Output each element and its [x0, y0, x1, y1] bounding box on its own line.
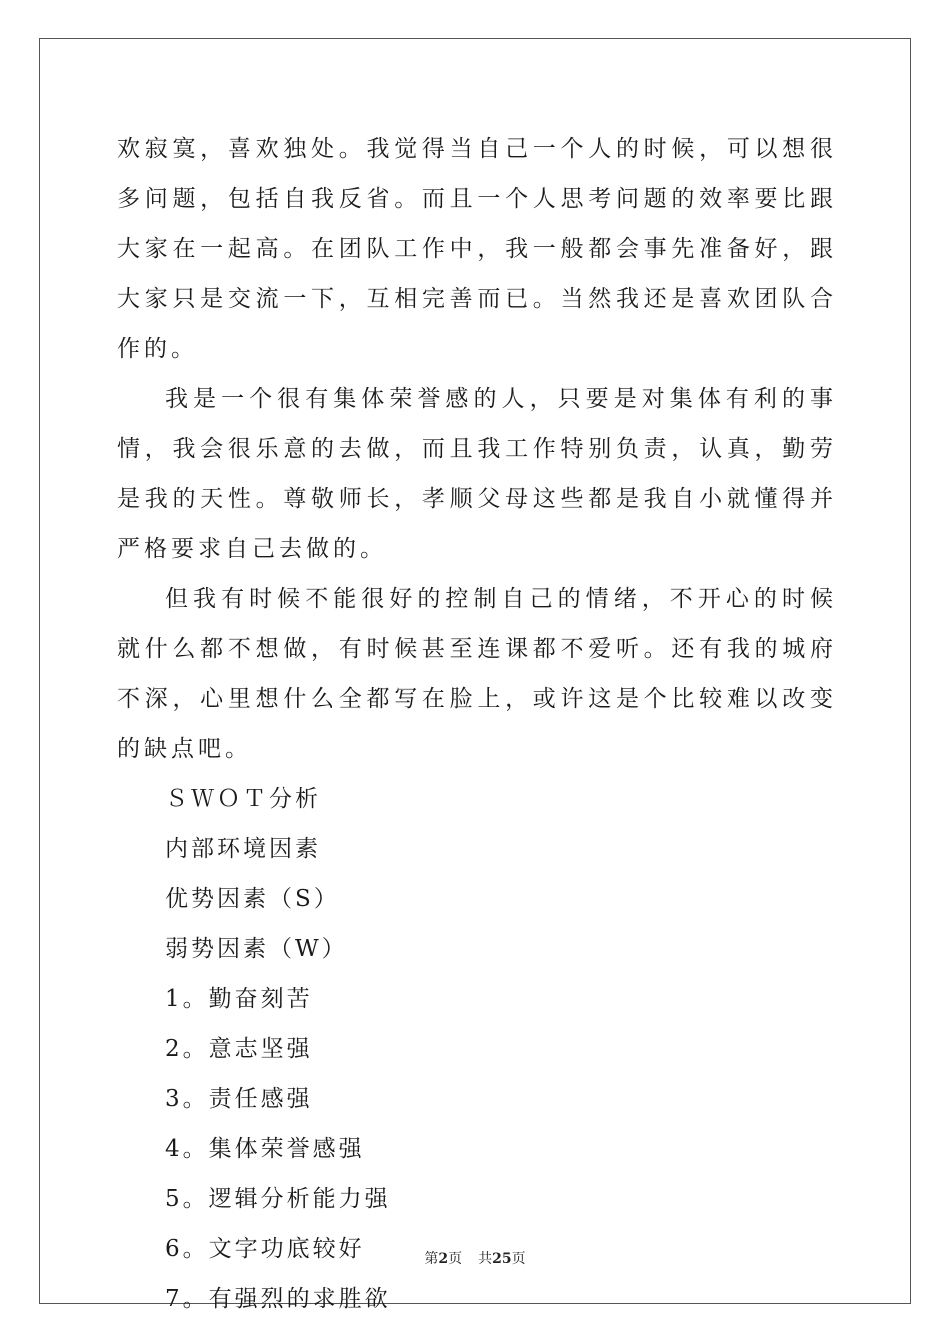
- total-suffix: 页: [511, 1251, 526, 1267]
- strengths-heading: 优势因素（S）: [165, 886, 340, 912]
- internal-factors-heading: 内部环境因素: [165, 836, 321, 862]
- list-item: 1。勤奋刻苦: [165, 986, 313, 1012]
- page-footer: [0, 1248, 950, 1268]
- total-prefix: 共: [478, 1251, 493, 1267]
- weaknesses-heading: 弱势因素（W）: [165, 936, 348, 962]
- list-item: 6。文字功底较好: [165, 1236, 365, 1262]
- document-body: [117, 124, 837, 1324]
- list-item: 7。有强烈的求胜欲: [165, 1286, 391, 1312]
- page-prefix: 第: [424, 1251, 439, 1267]
- list-item: 4。集体荣誉感强: [165, 1136, 365, 1162]
- page-suffix: 页: [448, 1251, 463, 1267]
- swot-heading: ＳＷＯＴ分析: [165, 786, 321, 812]
- total-pages: 25: [492, 1251, 512, 1267]
- paragraph-1: 欢寂寞，喜欢独处。我觉得当自己一个人的时候，可以想很多问题，包括自我反省。而且一个人思考问题的效率要比跟大家在一起高。在团队工作中，我一般都会事先准备好，跟大家只是交流一下，互相完善而已。当然我还是喜欢团队合作的。: [117, 136, 837, 362]
- list-item: 5。逻辑分析能力强: [165, 1186, 391, 1212]
- list-item: 2。意志坚强: [165, 1036, 313, 1062]
- paragraph-2: 我是一个很有集体荣誉感的人，只要是对集体有利的事情，我会很乐意的去做，而且我工作特别负责，认真，勤劳是我的天性。尊敬师长，孝顺父母这些都是我自小就懂得并严格要求自己去做的。: [117, 386, 837, 562]
- paragraph-3: 但我有时候不能很好的控制自己的情绪，不开心的时候就什么都不想做，有时候甚至连课都不爱听。还有我的城府不深，心里想什么全都写在脸上，或许这是个比较难以改变的缺点吧。: [117, 586, 837, 762]
- page-number: 2: [438, 1251, 449, 1267]
- list-item: 3。责任感强: [165, 1086, 313, 1112]
